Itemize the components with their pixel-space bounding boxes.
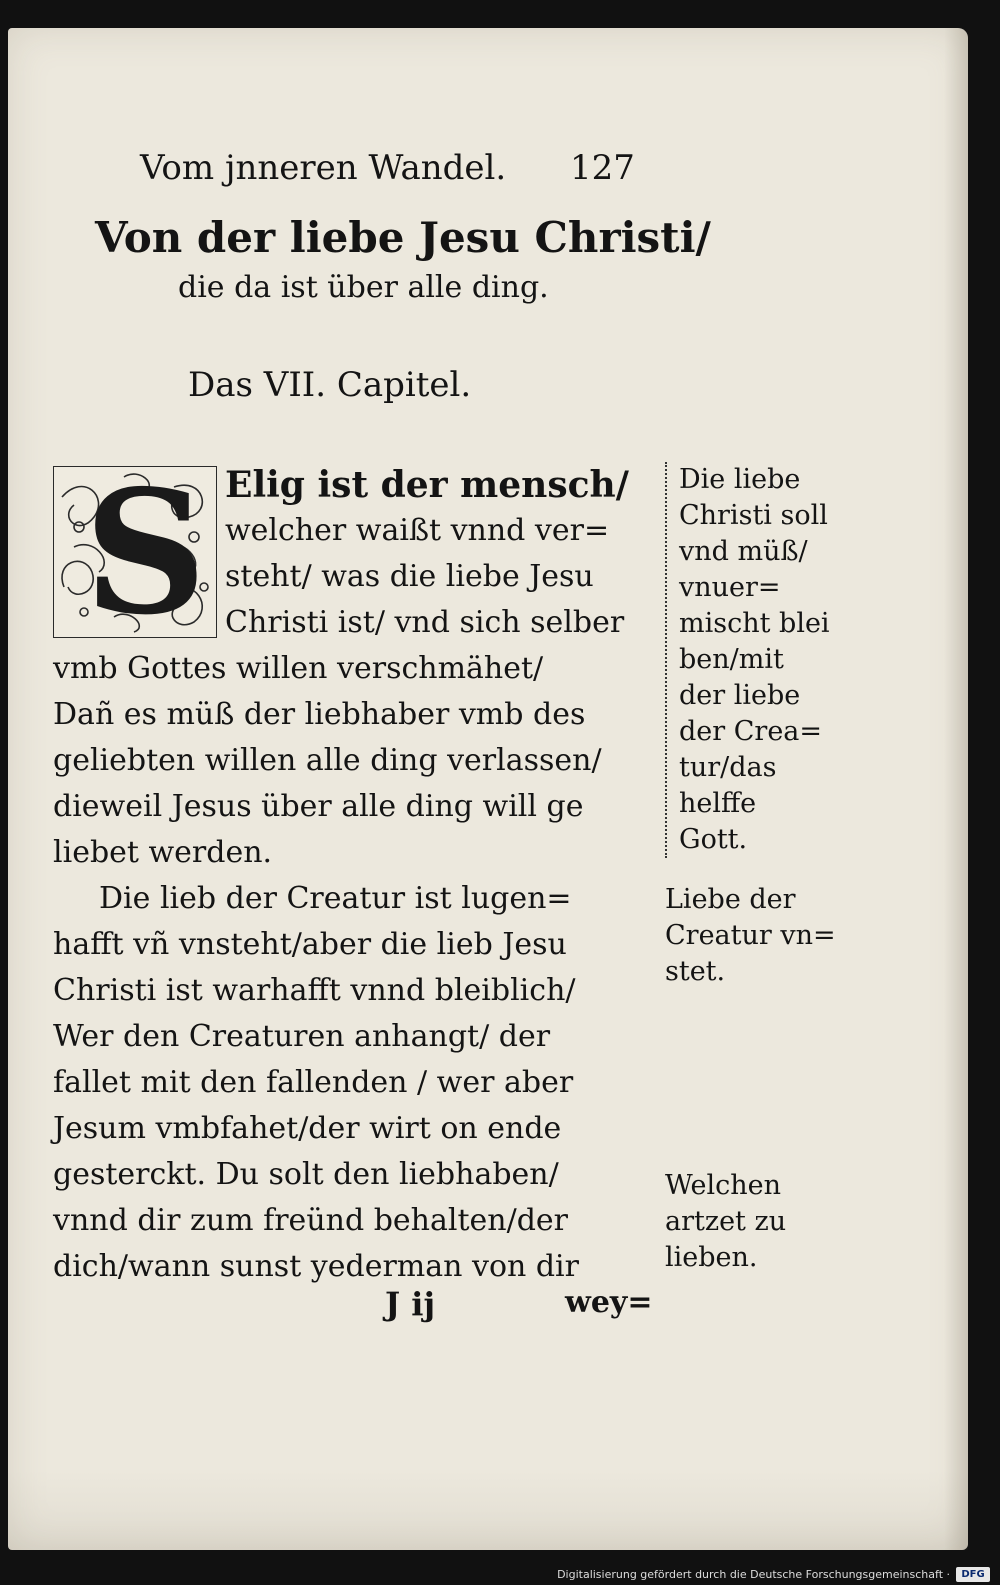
gloss-line: ben/mit (679, 644, 784, 675)
text-line: dieweil Jesus über alle ding will ge (53, 789, 584, 824)
gloss-line: Gott. (679, 824, 748, 855)
text-line: welcher waißt vnnd ver= (225, 513, 610, 548)
text-line: Christi ist warhafft vnnd bleiblich/ (53, 973, 576, 1008)
chapter-number: Das VII. Capitel. (188, 365, 472, 405)
gloss-line: Welchen (665, 1170, 782, 1201)
gloss-line: Christi soll (679, 500, 828, 531)
gloss-line: der liebe (679, 680, 801, 711)
gloss-line: helffe (679, 788, 757, 819)
text-line: Christi ist/ vnd sich selber (225, 605, 625, 640)
gloss-line: Liebe der (665, 884, 796, 915)
marginal-gloss (665, 882, 836, 990)
gloss-line: Creatur vn= (665, 920, 836, 951)
page-bottom-shade (8, 1470, 968, 1550)
chapter-subtitle: die da ist über alle ding. (178, 270, 549, 305)
gloss-line: stet. (665, 956, 726, 987)
gloss-line: lieben. (665, 1242, 758, 1273)
marginal-gloss (665, 1168, 786, 1276)
running-head: Vom jnneren Wandel. (140, 148, 507, 188)
gloss-line: tur/das (679, 752, 777, 783)
text-line: Die lieb der Creatur ist lugen= (99, 881, 572, 916)
gloss-line: vnuer= (679, 572, 781, 603)
text-line: dich/wann sunst yederman von dir (53, 1249, 579, 1284)
body-text (53, 462, 663, 1290)
text-line: vmb Gottes willen verschmähet/ (53, 651, 544, 686)
gloss-line: artzet zu (665, 1206, 787, 1237)
text-line: liebet werden. (53, 835, 273, 870)
gloss-line: mischt blei (679, 608, 830, 639)
dfg-logo: DFG (956, 1567, 990, 1582)
chapter-title: Von der liebe Jesu Christi/ (95, 213, 711, 262)
gloss-line: vnd müß/ (679, 536, 808, 567)
digitization-notice: Digitalisierung gefördert durch die Deutsche Forschungsgemeinschaft · (557, 1568, 950, 1581)
signature-mark: J ij (385, 1285, 436, 1323)
page-edge-shadow (944, 28, 968, 1550)
text-line: hafft vñ vnsteht/aber die lieb Jesu (53, 927, 567, 962)
text-line: steht/ was die liebe Jesu (225, 559, 594, 594)
marginal-gloss (665, 462, 830, 858)
catchword: wey= (565, 1285, 653, 1320)
text-line: vnnd dir zum freünd behalten/der (53, 1203, 568, 1238)
text-line: gesterckt. Du solt den liebhaben/ (53, 1157, 559, 1192)
dropcap-letter: S (84, 466, 207, 638)
page-number: 127 (570, 148, 635, 188)
text-line: Elig ist der mensch/ (225, 464, 629, 506)
gloss-line: der Crea= (679, 716, 823, 747)
text-line: Jesum vmbfahet/der wirt on ende (53, 1111, 562, 1146)
text-line: geliebten willen alle ding verlassen/ (53, 743, 602, 778)
text-line: Wer den Creaturen anhangt/ der (53, 1019, 551, 1054)
text-line: fallet mit den fallenden / wer aber (53, 1065, 574, 1100)
text-line: Dañ es müß der liebhaber vmb des (53, 697, 586, 732)
gloss-line: Die liebe (679, 464, 801, 495)
